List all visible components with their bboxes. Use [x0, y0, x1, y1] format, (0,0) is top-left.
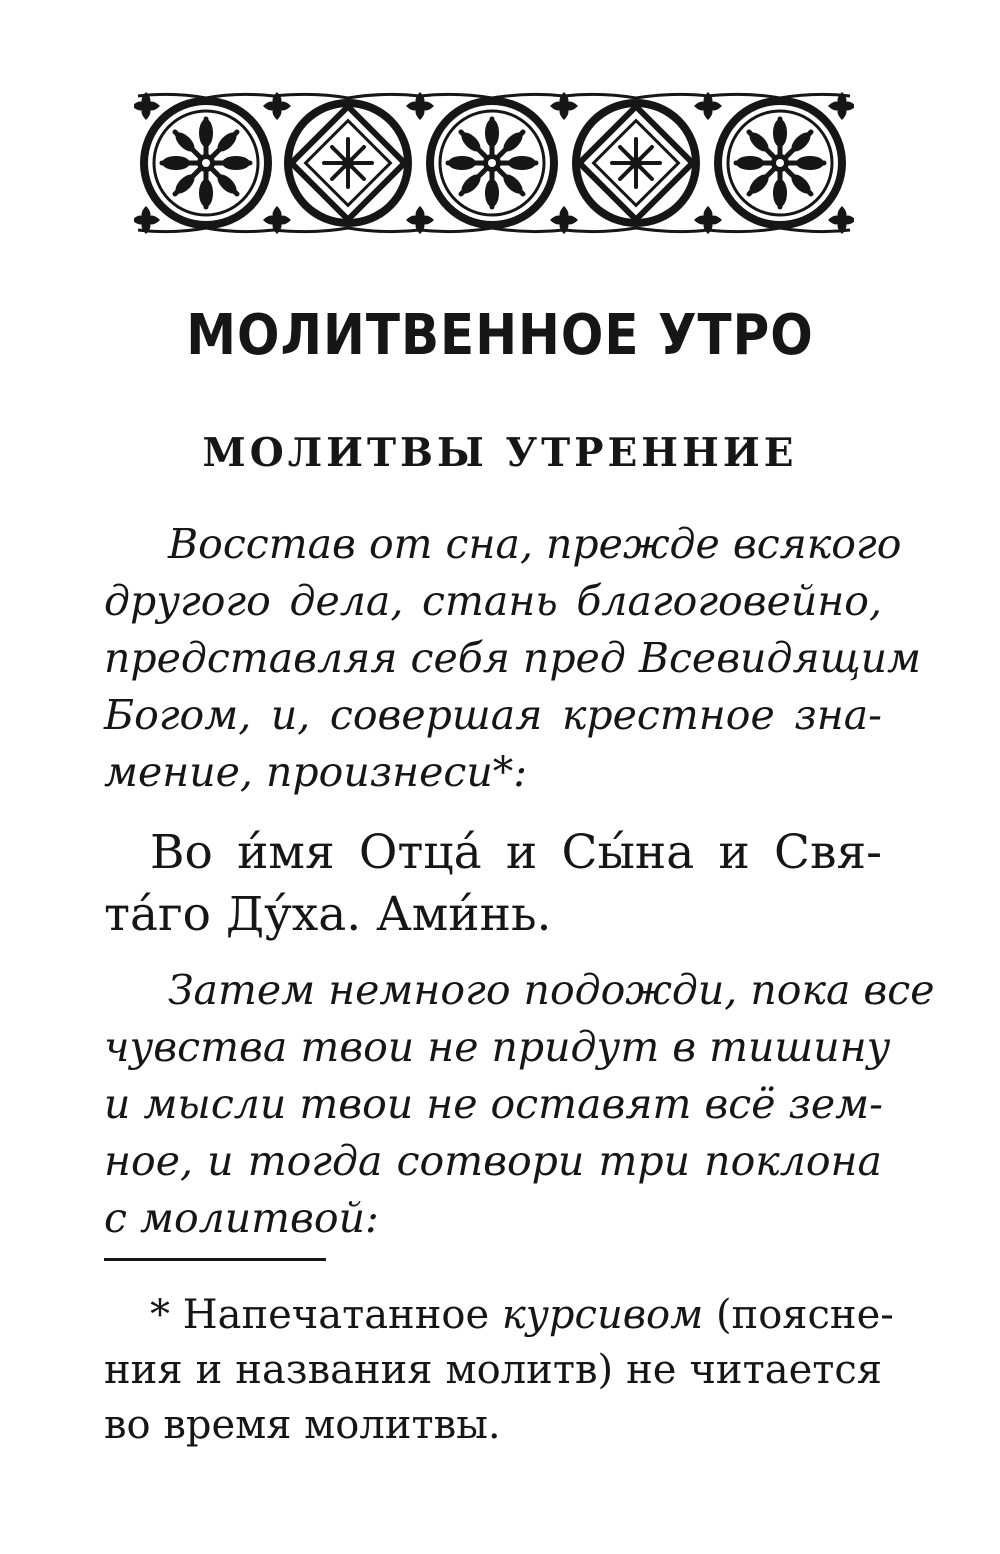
intro-instruction	[104, 516, 922, 801]
second-instruction-line: ное, и тогда сотвори три поклона	[104, 1137, 882, 1185]
second-instruction-line: с молитвой:	[104, 1194, 379, 1242]
footnote-line: во время молитвы.	[104, 1402, 501, 1448]
second-instruction	[104, 962, 935, 1247]
footnote-italic-word: курсивом	[501, 1292, 704, 1338]
ornament-band-icon	[134, 90, 854, 236]
second-instruction-line: Затем немного подожди, пока все	[168, 966, 935, 1014]
prayer-line: Во и́мя Отца́ и Сы́на и Свя-	[150, 825, 882, 880]
section-subtitle: МОЛИТВЫ УТРЕННИЕ	[202, 430, 798, 476]
intro-instruction-line: представляя себя пред Всевидящим	[104, 634, 922, 682]
footnote-text: * Напечатанное	[150, 1292, 502, 1338]
intro-instruction-line: Богом, и, совершая крестное зна-	[104, 691, 882, 739]
prayer-line: та́го Ду́ха. Ами́нь.	[104, 887, 552, 942]
page-title: МОЛИТВЕННОЕ УТРО	[186, 302, 814, 368]
footnote-line: ния и названия молитв) не читается	[104, 1347, 882, 1393]
intro-instruction-line: другого дела, стань благоговейно,	[104, 577, 882, 625]
footnote-text: (поясне-	[703, 1292, 894, 1338]
footnote	[104, 1288, 894, 1453]
intro-instruction-line: Восстав от сна, прежде всякого	[168, 520, 902, 568]
footnote-divider	[104, 1258, 326, 1261]
intro-instruction-line: мение, произнеси*:	[104, 748, 528, 796]
second-instruction-line: и мысли твои не оставят всё зем-	[104, 1080, 883, 1128]
prayer-sign-of-cross	[104, 822, 882, 946]
second-instruction-line: чувства твои не придут в тишину	[104, 1023, 891, 1071]
footnote-line	[104, 1288, 894, 1343]
